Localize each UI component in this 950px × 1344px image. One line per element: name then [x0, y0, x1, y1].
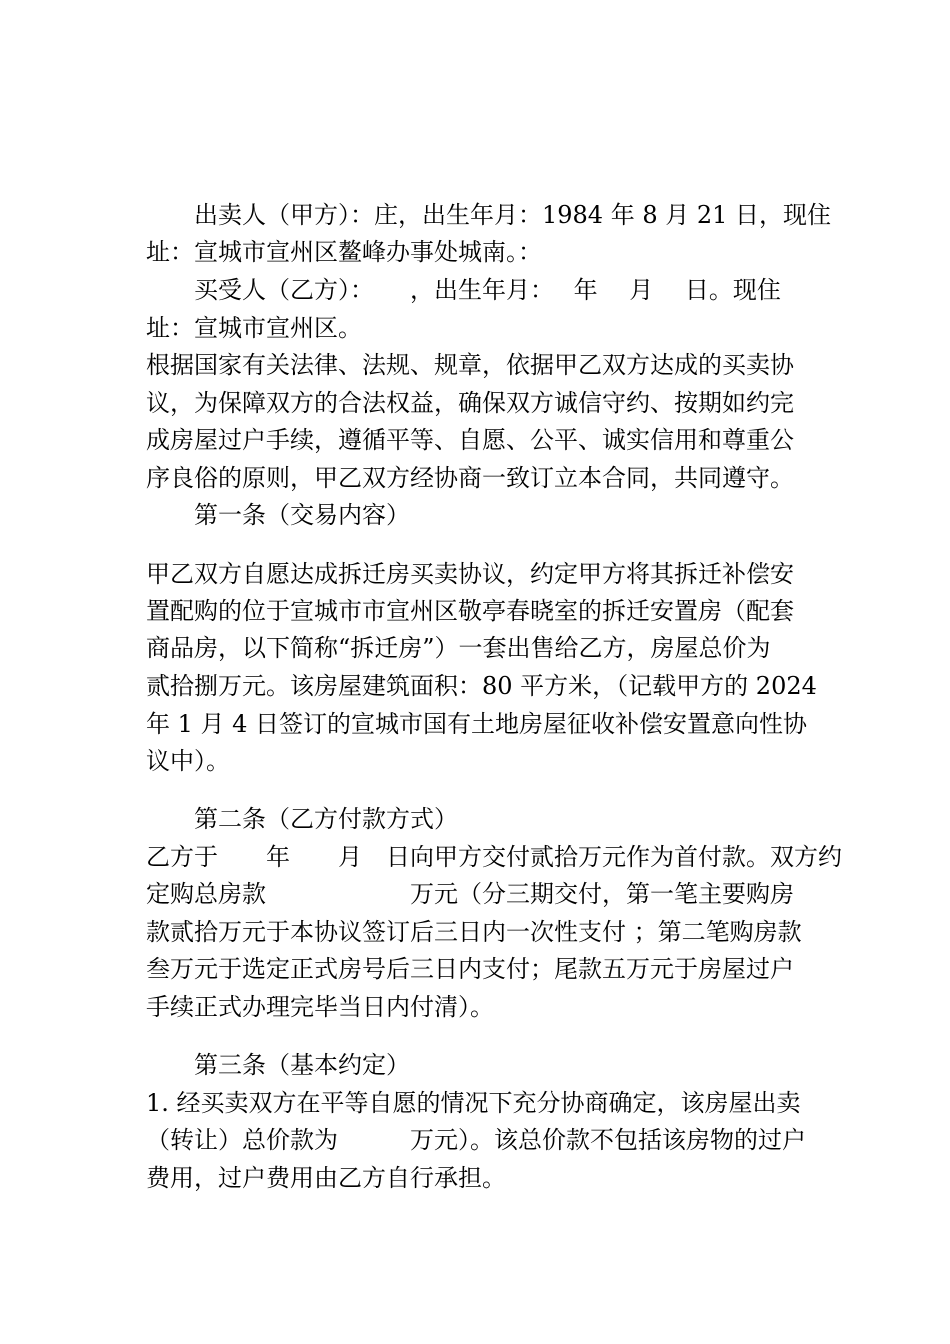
article-1-line-1: 甲乙双方自愿达成拆迁房买卖协议，约定甲方将其拆迁补偿安 — [146, 560, 794, 588]
article-2-line-4: 叁万元于选定正式房号后三日内支付；尾款五万元于房屋过户 — [146, 955, 794, 983]
preamble-line-3: 成房屋过户手续，遵循平等、自愿、公平、诚实信用和尊重公 — [146, 426, 794, 454]
seller-line-2: 址：宣城市宣州区鳌峰办事处城南。： — [146, 238, 542, 266]
article-1-heading: 第一条（交易内容） — [194, 501, 410, 529]
preamble-line-2: 议，为保障双方的合法权益，确保双方诚信守约、按期如约完 — [146, 389, 794, 417]
article-2-line-3: 款贰拾万元于本协议签订后三日内一次性支付 ；第二笔购房款 — [146, 918, 802, 946]
article-1-line-4: 贰拾捌万元。该房屋建筑面积：80 平方米，（记载甲方的 2024 — [146, 672, 817, 700]
seller-line-1: 出卖人（甲方）：庄，出生年月：1984 年 8 月 21 日，现住 — [194, 201, 832, 229]
article-1-line-3: 商品房，以下简称“拆迁房”）一套出售给乙方，房屋总价为 — [146, 634, 771, 662]
buyer-line-1: 买受人（乙方）： ，出生年月： 年 月 日。现住 — [194, 276, 781, 304]
article-2-line-1: 乙方于 年 月 日向甲方交付贰拾万元作为首付款。双方约 — [146, 843, 842, 871]
article-3-line-2: （转让）总价款为 万元）。该总价款不包括该房物的过户 — [146, 1126, 806, 1154]
article-3-line-3: 费用，过户费用由乙方自行承担。 — [146, 1164, 506, 1192]
article-2-heading: 第二条（乙方付款方式） — [194, 805, 458, 833]
article-1-line-6: 议中）。 — [146, 747, 230, 775]
article-2-line-2: 定购总房款 万元（分三期交付，第一笔主要购房 — [146, 880, 794, 908]
preamble-line-1: 根据国家有关法律、法规、规章，依据甲乙双方达成的买卖协 — [146, 351, 794, 379]
preamble-line-4: 序良俗的原则，甲乙双方经协商一致订立本合同，共同遵守。 — [146, 464, 794, 492]
article-3-heading: 第三条（基本约定） — [194, 1051, 410, 1079]
article-2-line-5: 手续正式办理完毕当日内付清）。 — [146, 993, 494, 1021]
article-1-line-2: 置配购的位于宣城市市宣州区敬亭春晓室的拆迁安置房（配套 — [146, 597, 794, 625]
buyer-line-2: 址：宣城市宣州区。 — [146, 314, 362, 342]
article-1-line-5: 年 1 月 4 日签订的宣城市国有土地房屋征收补偿安置意向性协 — [146, 710, 808, 738]
article-3-line-1: 1. 经买卖双方在平等自愿的情况下充分协商确定，该房屋出卖 — [146, 1089, 801, 1117]
